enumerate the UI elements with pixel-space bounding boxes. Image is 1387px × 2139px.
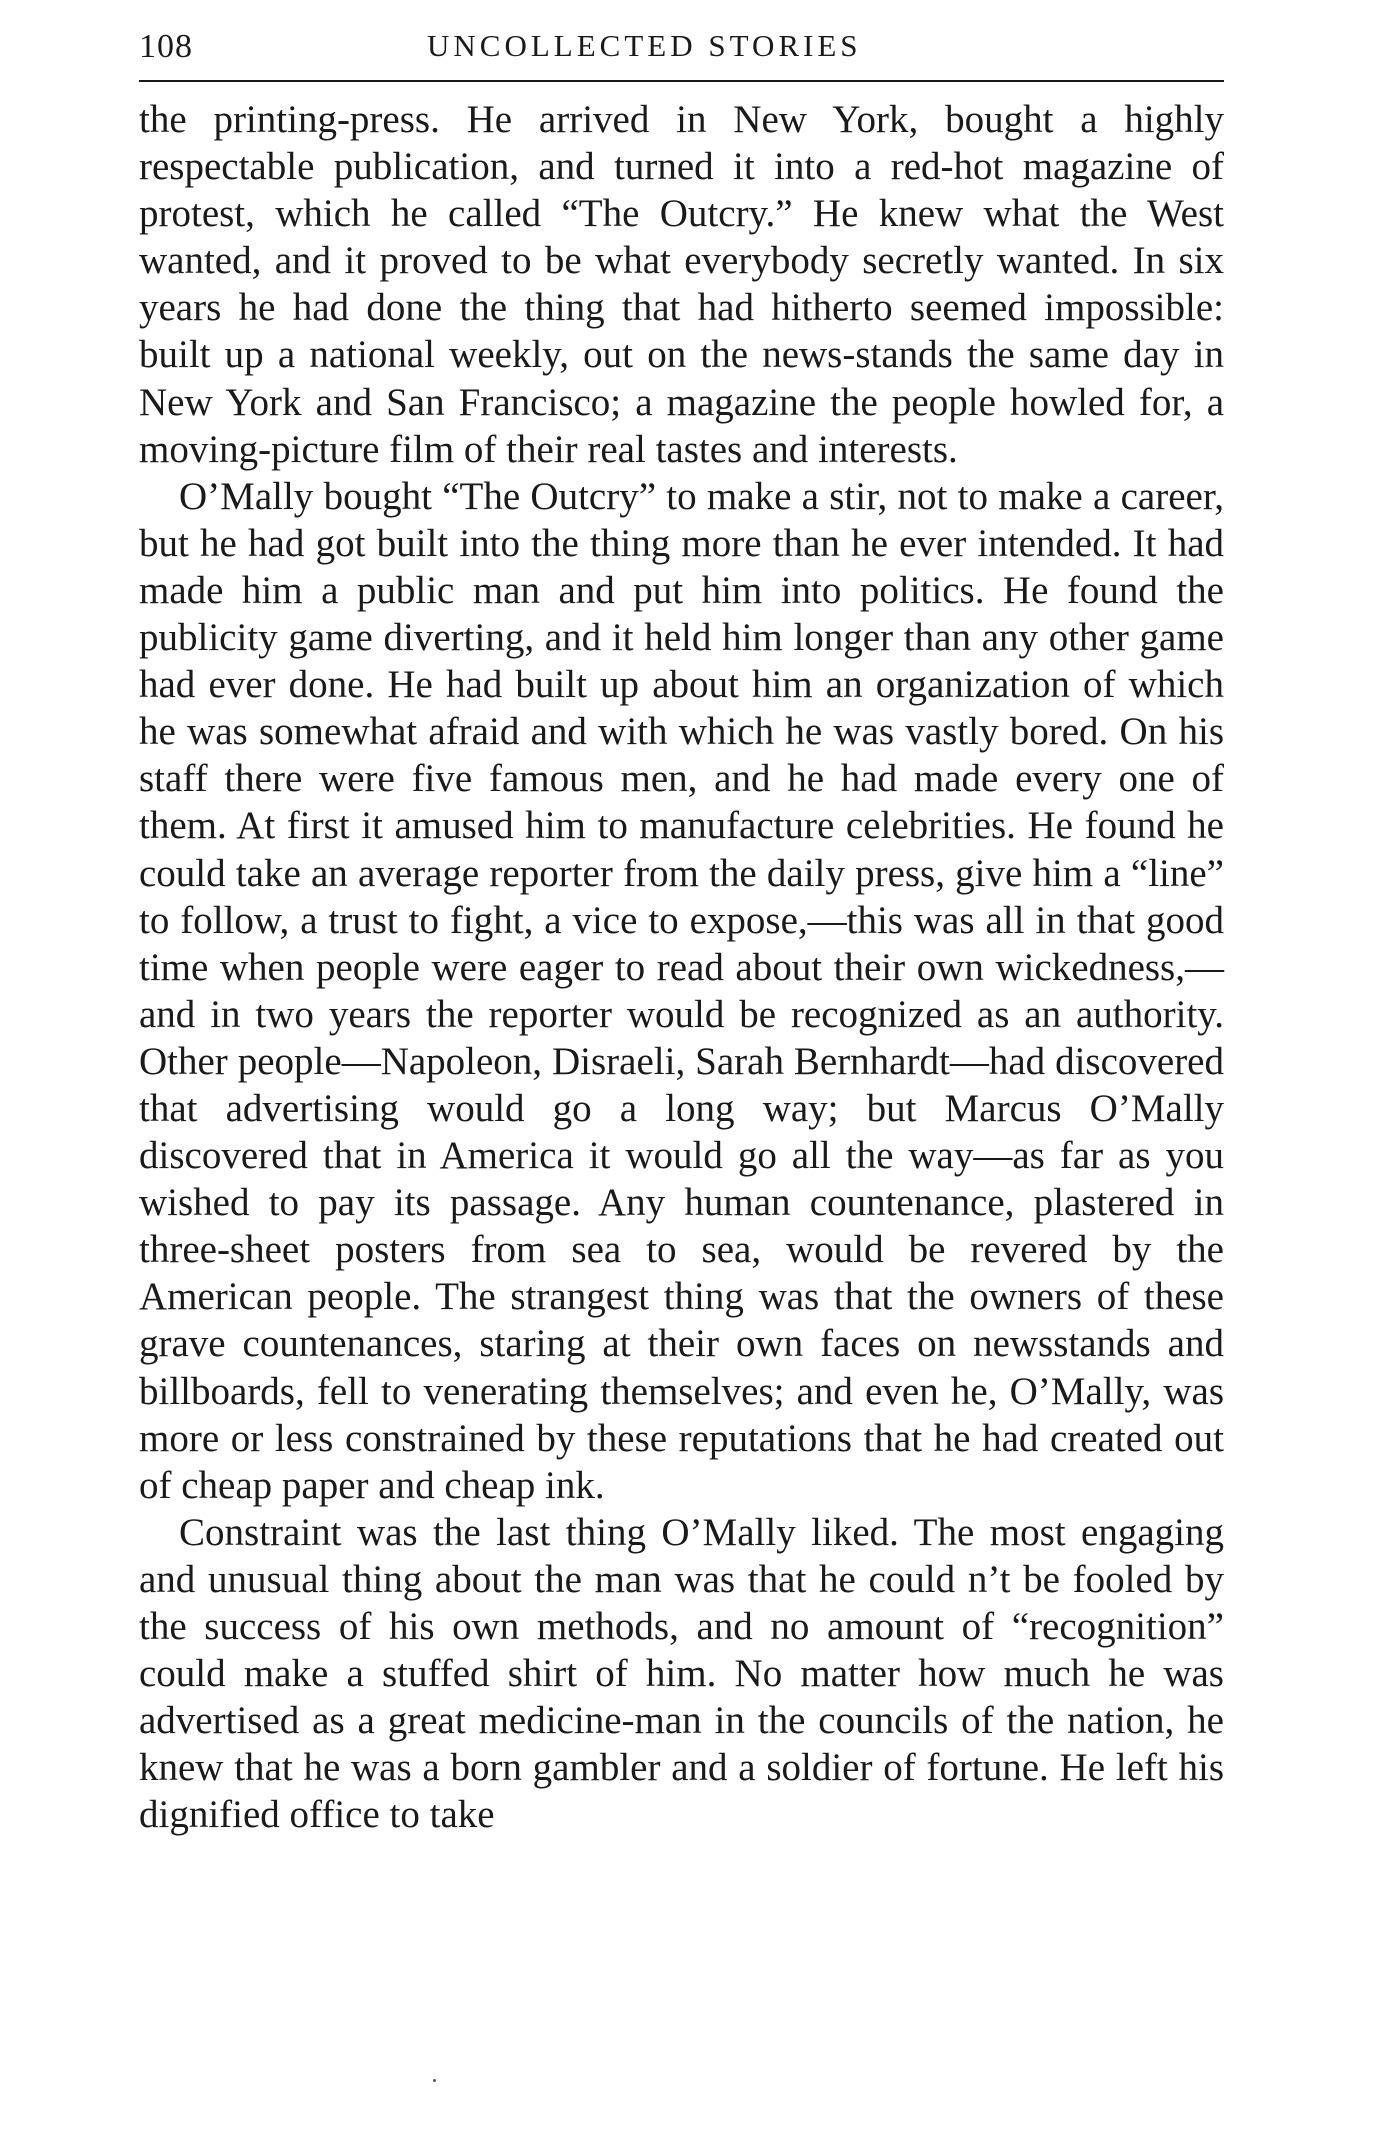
running-title: UNCOLLECTED STORIES [427,28,862,63]
paragraph-omally-outcry: O’Mally bought “The Outcry” to make a stir, not to make a career, but he had got built into the thing more than he ever intended. It had made him a public man and put him into politics. He found the publicity game diverting, and it held him longer than any other game had ever done. He had built up about him an organization of which he was somewhat afraid and with which he was vastly bored. On his staff there were five famous men, and he had made every one of them. At first it amused him to manufacture celebrities. He found he could take an average reporter from the daily press, give him a “line” to follow, a trust to fight, a vice to expose,—this was all in that good time when people were eager to read about their own wickedness,—and in two years the reporter would be recognized as an authority. Other people—Napoleon, Disraeli, Sarah Bernhardt—had discovered that advertising would go a long way; but Marcus O’Mally discovered that in America it would go all the way—as far as you wished to pay its passage. Any human countenance, plastered in three-sheet posters from sea to sea, would be revered by the American people. The strangest thing was that the owners of these grave countenances, staring at their own faces on newsstands and billboards, fell to venerating themselves; and even he, O’Mally, was more or less constrained by these reputations that he had created out of cheap paper and cheap ink. [139,474,1224,1507]
paragraph-constraint: Constraint was the last thing O’Mally liked. The most engaging and unusual thing about the man was that he could n’t be fooled by the success of his own methods, and no amount of “recognition” could make a stuffed shirt of him. No matter how much he was advertised as a great medicine-man in the councils of the nation, he knew that he was a born gambler and a soldier of fortune. He left his dignified office to take [139,1510,1224,1837]
paragraph-continued: the printing-press. He arrived in New York, bought a highly respectable publication, and turned it into a red-hot magazine of protest, which he called “The Outcry.” He knew what the West wanted, and it proved to be what everybody secretly wanted. In six years he had done the thing that had hitherto seemed impossible: built up a national weekly, out on the news-stands the same day in New York and San Francisco; a magazine the people howled for, a moving-picture film of their real tastes and interests. [139,98,1224,471]
running-head [139,22,1219,72]
page-speck [433,2079,436,2082]
body-text [139,96,1224,1838]
header-rule [139,80,1224,82]
page-number: 108 [139,28,193,65]
